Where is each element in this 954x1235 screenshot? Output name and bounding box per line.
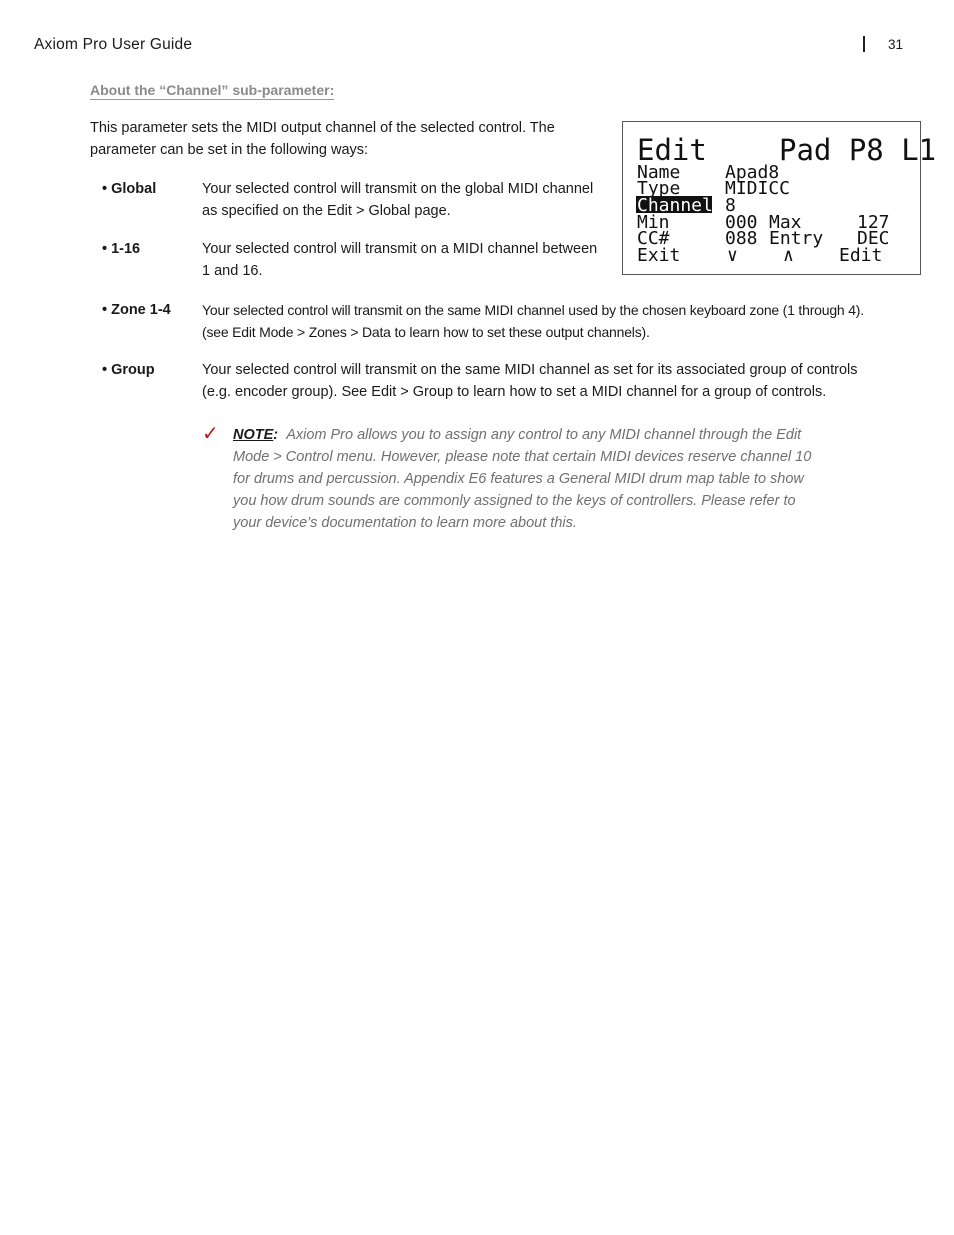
intro-paragraph: This parameter sets the MIDI output channel of the selected control. The parameter can be set in the following ways: bbox=[90, 120, 555, 158]
lcd-row-value: 8 bbox=[725, 195, 736, 216]
bullet-line: Your selected control will transmit on a MIDI channel between bbox=[202, 241, 598, 257]
chevron-down-icon: ∨ bbox=[727, 245, 738, 266]
lcd-row-label: Type bbox=[637, 178, 681, 199]
bullet-text-group bbox=[202, 359, 922, 403]
lcd-row-extra: Max bbox=[769, 212, 802, 233]
bullet-line: (see Edit Mode > Zones > Data to learn how to set these output channels). bbox=[202, 324, 650, 340]
lcd-row-label: Exit bbox=[637, 245, 681, 266]
lcd-row-extra-value: Edit bbox=[839, 245, 883, 266]
chevron-up-icon: ∧ bbox=[783, 245, 794, 266]
lcd-row-label-selected: Channel bbox=[637, 195, 713, 216]
page-number: 31 bbox=[888, 37, 904, 52]
lcd-row-label: Name bbox=[637, 162, 681, 183]
lcd-title-right: Pad P8 L1 bbox=[779, 133, 937, 167]
lcd-row-label: CC# bbox=[637, 228, 670, 249]
lcd-row-label: Min bbox=[637, 212, 670, 233]
section-heading: About the “Channel” sub-parameter: bbox=[90, 82, 335, 98]
lcd-row-extra-value: 127 bbox=[857, 212, 890, 233]
bullet-text-global bbox=[202, 178, 622, 222]
lcd-row-value: 000 bbox=[725, 212, 758, 233]
note-label: NOTE bbox=[233, 427, 274, 443]
bullet-line: Your selected control will transmit on the same MIDI channel used by the chosen keyboard zone (1 through 4). bbox=[202, 302, 864, 318]
lcd-row-value: MIDICC bbox=[725, 178, 791, 199]
lcd-title-left: Edit bbox=[637, 133, 707, 167]
header-title: Axiom Pro User Guide bbox=[34, 36, 193, 53]
bullet-label-global: • Global bbox=[102, 181, 157, 197]
bullet-text-zone bbox=[202, 299, 922, 343]
bullet-line: Your selected control will transmit on the same MIDI channel as set for its associated group of controls bbox=[202, 362, 858, 378]
bullet-line: 1 and 16. bbox=[202, 263, 263, 279]
bullet-line: (e.g. encoder group). See Edit > Group to learn how to set a MIDI channel for a group of controls. bbox=[202, 384, 827, 400]
lcd-row-extra: Entry bbox=[769, 228, 824, 249]
lcd-row-extra-value: DEC bbox=[857, 228, 890, 249]
header-divider bbox=[863, 36, 865, 52]
bullet-label-group: • Group bbox=[102, 362, 155, 378]
bullet-line: Your selected control will transmit on the global MIDI channel bbox=[202, 181, 594, 197]
bullet-line: as specified on the Edit > Global page. bbox=[202, 203, 451, 219]
bullet-text-1-16 bbox=[202, 238, 622, 282]
lcd-screen-image bbox=[622, 121, 937, 275]
lcd-row-value: 088 bbox=[725, 228, 758, 249]
bullet-label-zone: • Zone 1-4 bbox=[102, 302, 171, 318]
checkmark-icon: ✓ bbox=[202, 423, 219, 445]
bullet-label-1-16: • 1-16 bbox=[102, 241, 141, 257]
lcd-row-value: Apad8 bbox=[725, 162, 780, 183]
note-block bbox=[233, 424, 813, 534]
note-text: Axiom Pro allows you to assign any control to any MIDI channel through the Edit Mode > Control menu. However, please note that certain MIDI devices reserve channel 10 for drums and percussion. Appendix E6 features a General MIDI drum map table to show you how drum sounds are commonly assigned to the keys of controllers. Please refer to your device’s documentation to learn more about this. bbox=[233, 427, 812, 531]
note-colon: : bbox=[273, 427, 279, 443]
